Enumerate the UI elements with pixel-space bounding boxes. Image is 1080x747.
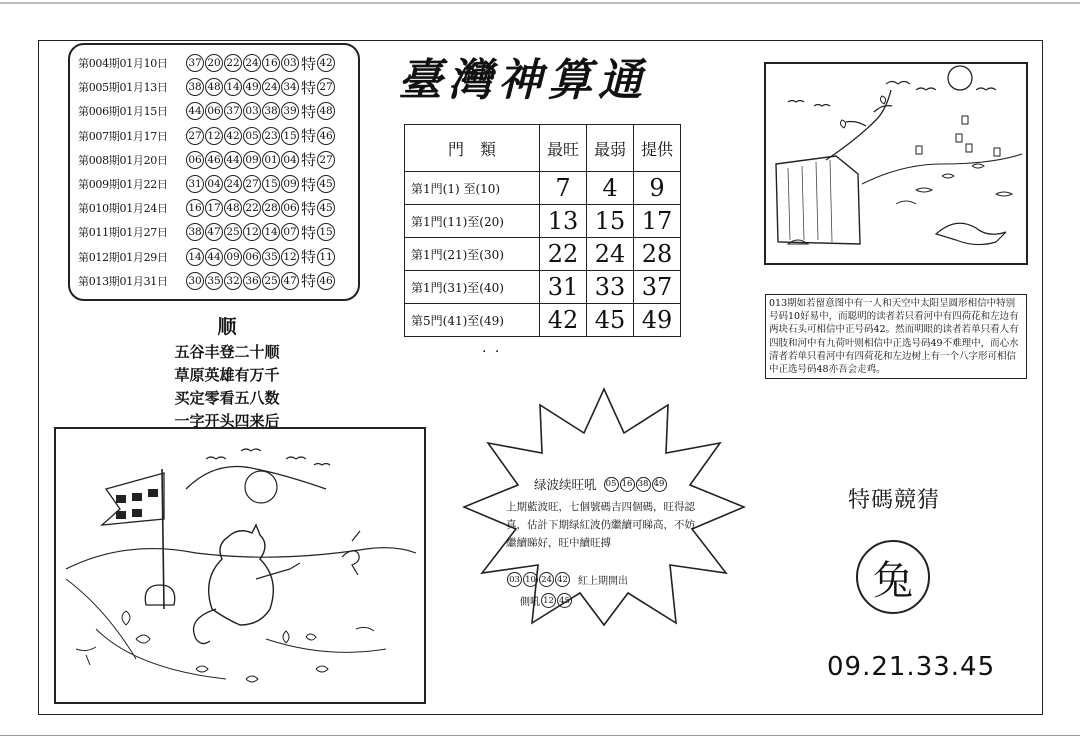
number-ball: 46 <box>205 151 223 169</box>
history-row <box>78 124 358 148</box>
history-row <box>78 99 358 123</box>
number-ball: 22 <box>224 54 242 72</box>
history-row-label: 第005期01月13日 <box>78 81 168 95</box>
history-row <box>78 148 358 172</box>
number-ball: 31 <box>186 175 204 193</box>
door-value-cell: 13 <box>540 205 587 238</box>
door-range-label: 第5門(41)至(49) <box>405 304 540 337</box>
door-table-header-cell: 門 類 <box>405 125 540 172</box>
star-headline <box>534 475 667 493</box>
number-ball: 42 <box>224 127 242 145</box>
number-ball: 27 <box>186 127 204 145</box>
door-value-cell: 49 <box>634 304 681 337</box>
page-title: 臺灣神算通 <box>398 55 648 106</box>
cat-scene-drawing <box>56 429 424 702</box>
history-row-label: 第010期01月24日 <box>78 202 168 216</box>
star-number-ball: 05 <box>604 477 619 492</box>
number-ball: 06 <box>281 199 299 217</box>
door-value-cell: 33 <box>587 271 634 304</box>
history-row <box>78 51 358 75</box>
number-ball: 15 <box>281 127 299 145</box>
zodiac-animal: 兔 <box>873 557 913 604</box>
history-row <box>78 220 358 244</box>
door-table-row <box>405 205 681 238</box>
number-ball: 38 <box>186 223 204 241</box>
special-ball: 46 <box>317 127 335 145</box>
dots-mark: . . <box>482 340 502 356</box>
special-mark: 特 <box>301 102 317 121</box>
star-ball-row-2 <box>520 593 572 608</box>
special-mark: 特 <box>301 78 317 97</box>
history-row <box>78 172 358 196</box>
cat-flag-illustration <box>54 427 426 704</box>
number-ball: 14 <box>186 248 204 266</box>
history-results-box <box>68 43 360 301</box>
number-ball: 24 <box>224 175 242 193</box>
number-ball: 23 <box>262 127 280 145</box>
special-ball: 15 <box>317 223 335 241</box>
door-value-cell: 9 <box>634 172 681 205</box>
special-ball: 27 <box>317 78 335 96</box>
door-table-header-cell: 提供 <box>634 125 681 172</box>
number-ball: 04 <box>205 175 223 193</box>
history-row-label: 第009期01月22日 <box>78 178 168 192</box>
door-value-cell: 45 <box>587 304 634 337</box>
number-ball: 06 <box>205 102 223 120</box>
poem-line: 草原英雄有万千 <box>174 366 280 384</box>
river-illustration <box>764 62 1028 265</box>
number-ball: 48 <box>224 199 242 217</box>
number-ball: 20 <box>205 54 223 72</box>
number-ball: 44 <box>186 102 204 120</box>
special-ball: 45 <box>317 199 335 217</box>
door-table <box>404 124 681 337</box>
star-number-ball: 42 <box>555 572 570 587</box>
poem-line: 一字开头四来后 <box>174 412 280 430</box>
door-table-header-cell: 最旺 <box>540 125 587 172</box>
number-ball: 12 <box>281 248 299 266</box>
door-value-cell: 7 <box>540 172 587 205</box>
star-head-text: 绿波续旺吼 <box>534 477 597 492</box>
poem-block <box>172 312 282 433</box>
door-value-cell: 28 <box>634 238 681 271</box>
star-number-ball: 10 <box>523 572 538 587</box>
number-ball: 24 <box>243 54 261 72</box>
number-ball: 12 <box>243 223 261 241</box>
history-row-label: 第004期01月10日 <box>78 57 168 71</box>
number-ball: 44 <box>224 151 242 169</box>
special-mark: 特 <box>301 223 317 242</box>
number-ball: 03 <box>243 102 261 120</box>
special-ball: 46 <box>317 272 335 290</box>
number-ball: 25 <box>224 223 242 241</box>
top-rule <box>0 2 1080 4</box>
number-ball: 44 <box>205 248 223 266</box>
number-ball: 04 <box>281 151 299 169</box>
history-row-label: 第006期01月15日 <box>78 105 168 119</box>
guess-title: 特碼競猜 <box>848 488 941 513</box>
number-ball: 37 <box>186 54 204 72</box>
number-ball: 05 <box>243 127 261 145</box>
star-number-ball: 45 <box>557 593 572 608</box>
star-head-balls <box>603 477 667 492</box>
number-ball: 47 <box>281 272 299 290</box>
number-ball: 39 <box>281 102 299 120</box>
number-ball: 06 <box>186 151 204 169</box>
door-range-label: 第1門(1) 至(10) <box>405 172 540 205</box>
number-ball: 14 <box>224 78 242 96</box>
star-note: 紅上期開出 <box>578 576 628 587</box>
history-row-label: 第013期01月31日 <box>78 274 168 288</box>
number-ball: 38 <box>186 78 204 96</box>
history-row-label: 第008期01月20日 <box>78 153 168 167</box>
door-value-cell: 22 <box>540 238 587 271</box>
special-mark: 特 <box>301 248 317 267</box>
number-ball: 25 <box>262 272 280 290</box>
zodiac-animal-circle <box>856 540 930 614</box>
number-ball: 09 <box>281 175 299 193</box>
star-number-ball: 49 <box>652 477 667 492</box>
history-row <box>78 196 358 220</box>
star-number-ball: 12 <box>541 593 556 608</box>
number-ball: 35 <box>205 272 223 290</box>
number-ball: 35 <box>262 248 280 266</box>
history-row <box>78 75 358 99</box>
special-mark: 特 <box>301 54 317 73</box>
number-ball: 48 <box>205 78 223 96</box>
star-balls-set-2 <box>540 593 572 608</box>
number-ball: 38 <box>262 102 280 120</box>
number-ball: 47 <box>205 223 223 241</box>
special-ball: 48 <box>317 102 335 120</box>
number-ball: 34 <box>281 78 299 96</box>
number-ball: 16 <box>262 54 280 72</box>
poem-line: 五谷丰登二十顺 <box>174 343 280 361</box>
star-number-ball: 03 <box>507 572 522 587</box>
special-mark: 特 <box>301 151 317 170</box>
number-ball: 17 <box>205 199 223 217</box>
poem-line: 买定零看五八数 <box>174 389 280 407</box>
special-ball: 11 <box>317 248 335 266</box>
star-body-text: 上期藍波旺，七個號碼吉四個碼，旺得認真，估計下期绿紅波仍繼續可睇高，不妨繼續睇好，旺中續旺搏 <box>506 501 695 549</box>
history-row-label: 第007期01月17日 <box>78 129 168 143</box>
number-ball: 03 <box>281 54 299 72</box>
door-range-label: 第1門(21)至(30) <box>405 238 540 271</box>
number-ball: 15 <box>262 175 280 193</box>
door-value-cell: 17 <box>634 205 681 238</box>
door-value-cell: 15 <box>587 205 634 238</box>
number-ball: 06 <box>243 248 261 266</box>
number-ball: 09 <box>224 248 242 266</box>
door-value-cell: 24 <box>587 238 634 271</box>
special-ball: 27 <box>317 151 335 169</box>
special-mark: 特 <box>301 199 317 218</box>
history-row-label: 第012期01月29日 <box>78 250 168 264</box>
star-ball-row <box>506 572 628 587</box>
door-value-cell: 4 <box>587 172 634 205</box>
bottom-rule <box>0 735 1080 736</box>
poem-title: 顺 <box>217 316 237 338</box>
history-row-label: 第011期01月27日 <box>78 226 168 240</box>
door-table-row <box>405 238 681 271</box>
star-number-ball: 16 <box>620 477 635 492</box>
star-prefix: 側吼 <box>520 597 540 608</box>
door-value-cell: 37 <box>634 271 681 304</box>
door-table-header <box>405 125 681 172</box>
number-ball: 37 <box>224 102 242 120</box>
special-mark: 特 <box>301 272 317 291</box>
number-ball: 01 <box>262 151 280 169</box>
number-ball: 22 <box>243 199 261 217</box>
number-ball: 16 <box>186 199 204 217</box>
number-ball: 32 <box>224 272 242 290</box>
door-range-label: 第1門(11)至(20) <box>405 205 540 238</box>
number-ball: 36 <box>243 272 261 290</box>
door-table-row <box>405 304 681 337</box>
door-table-row <box>405 172 681 205</box>
number-ball: 12 <box>205 127 223 145</box>
special-numbers: 09.21.33.45 <box>827 652 996 682</box>
number-ball: 30 <box>186 272 204 290</box>
door-value-cell: 42 <box>540 304 587 337</box>
history-row <box>78 269 358 293</box>
special-ball: 45 <box>317 175 335 193</box>
star-number-ball: 38 <box>636 477 651 492</box>
river-scene-drawing <box>766 64 1026 263</box>
special-mark: 特 <box>301 175 317 194</box>
number-ball: 14 <box>262 223 280 241</box>
number-ball: 07 <box>281 223 299 241</box>
number-ball: 09 <box>243 151 261 169</box>
star-balls-set <box>506 572 570 587</box>
number-ball: 27 <box>243 175 261 193</box>
number-ball: 28 <box>262 199 280 217</box>
door-range-label: 第1門(31)至(40) <box>405 271 540 304</box>
special-ball: 42 <box>317 54 335 72</box>
history-row <box>78 245 358 269</box>
special-mark: 特 <box>301 127 317 146</box>
number-ball: 24 <box>262 78 280 96</box>
door-table-header-cell: 最弱 <box>587 125 634 172</box>
door-value-cell: 31 <box>540 271 587 304</box>
riddle-text: 013期如若留意图中有一人和天空中太阳呈圆形相信中特别号码10好易中，而聪明的读者若只看河中有四荷花和左边有两块石头可相信中正号码42。然而明眼的读者若单只看人有四肢和河中有九荷叶则相信中正选号码49不难理中，而心水清者若单只看河中有四荷花和左边树上有一个八字形可相信中正选号码48亦吾会走鸡。 <box>765 294 1027 379</box>
star-number-ball: 24 <box>539 572 554 587</box>
number-ball: 49 <box>243 78 261 96</box>
door-table-row <box>405 271 681 304</box>
